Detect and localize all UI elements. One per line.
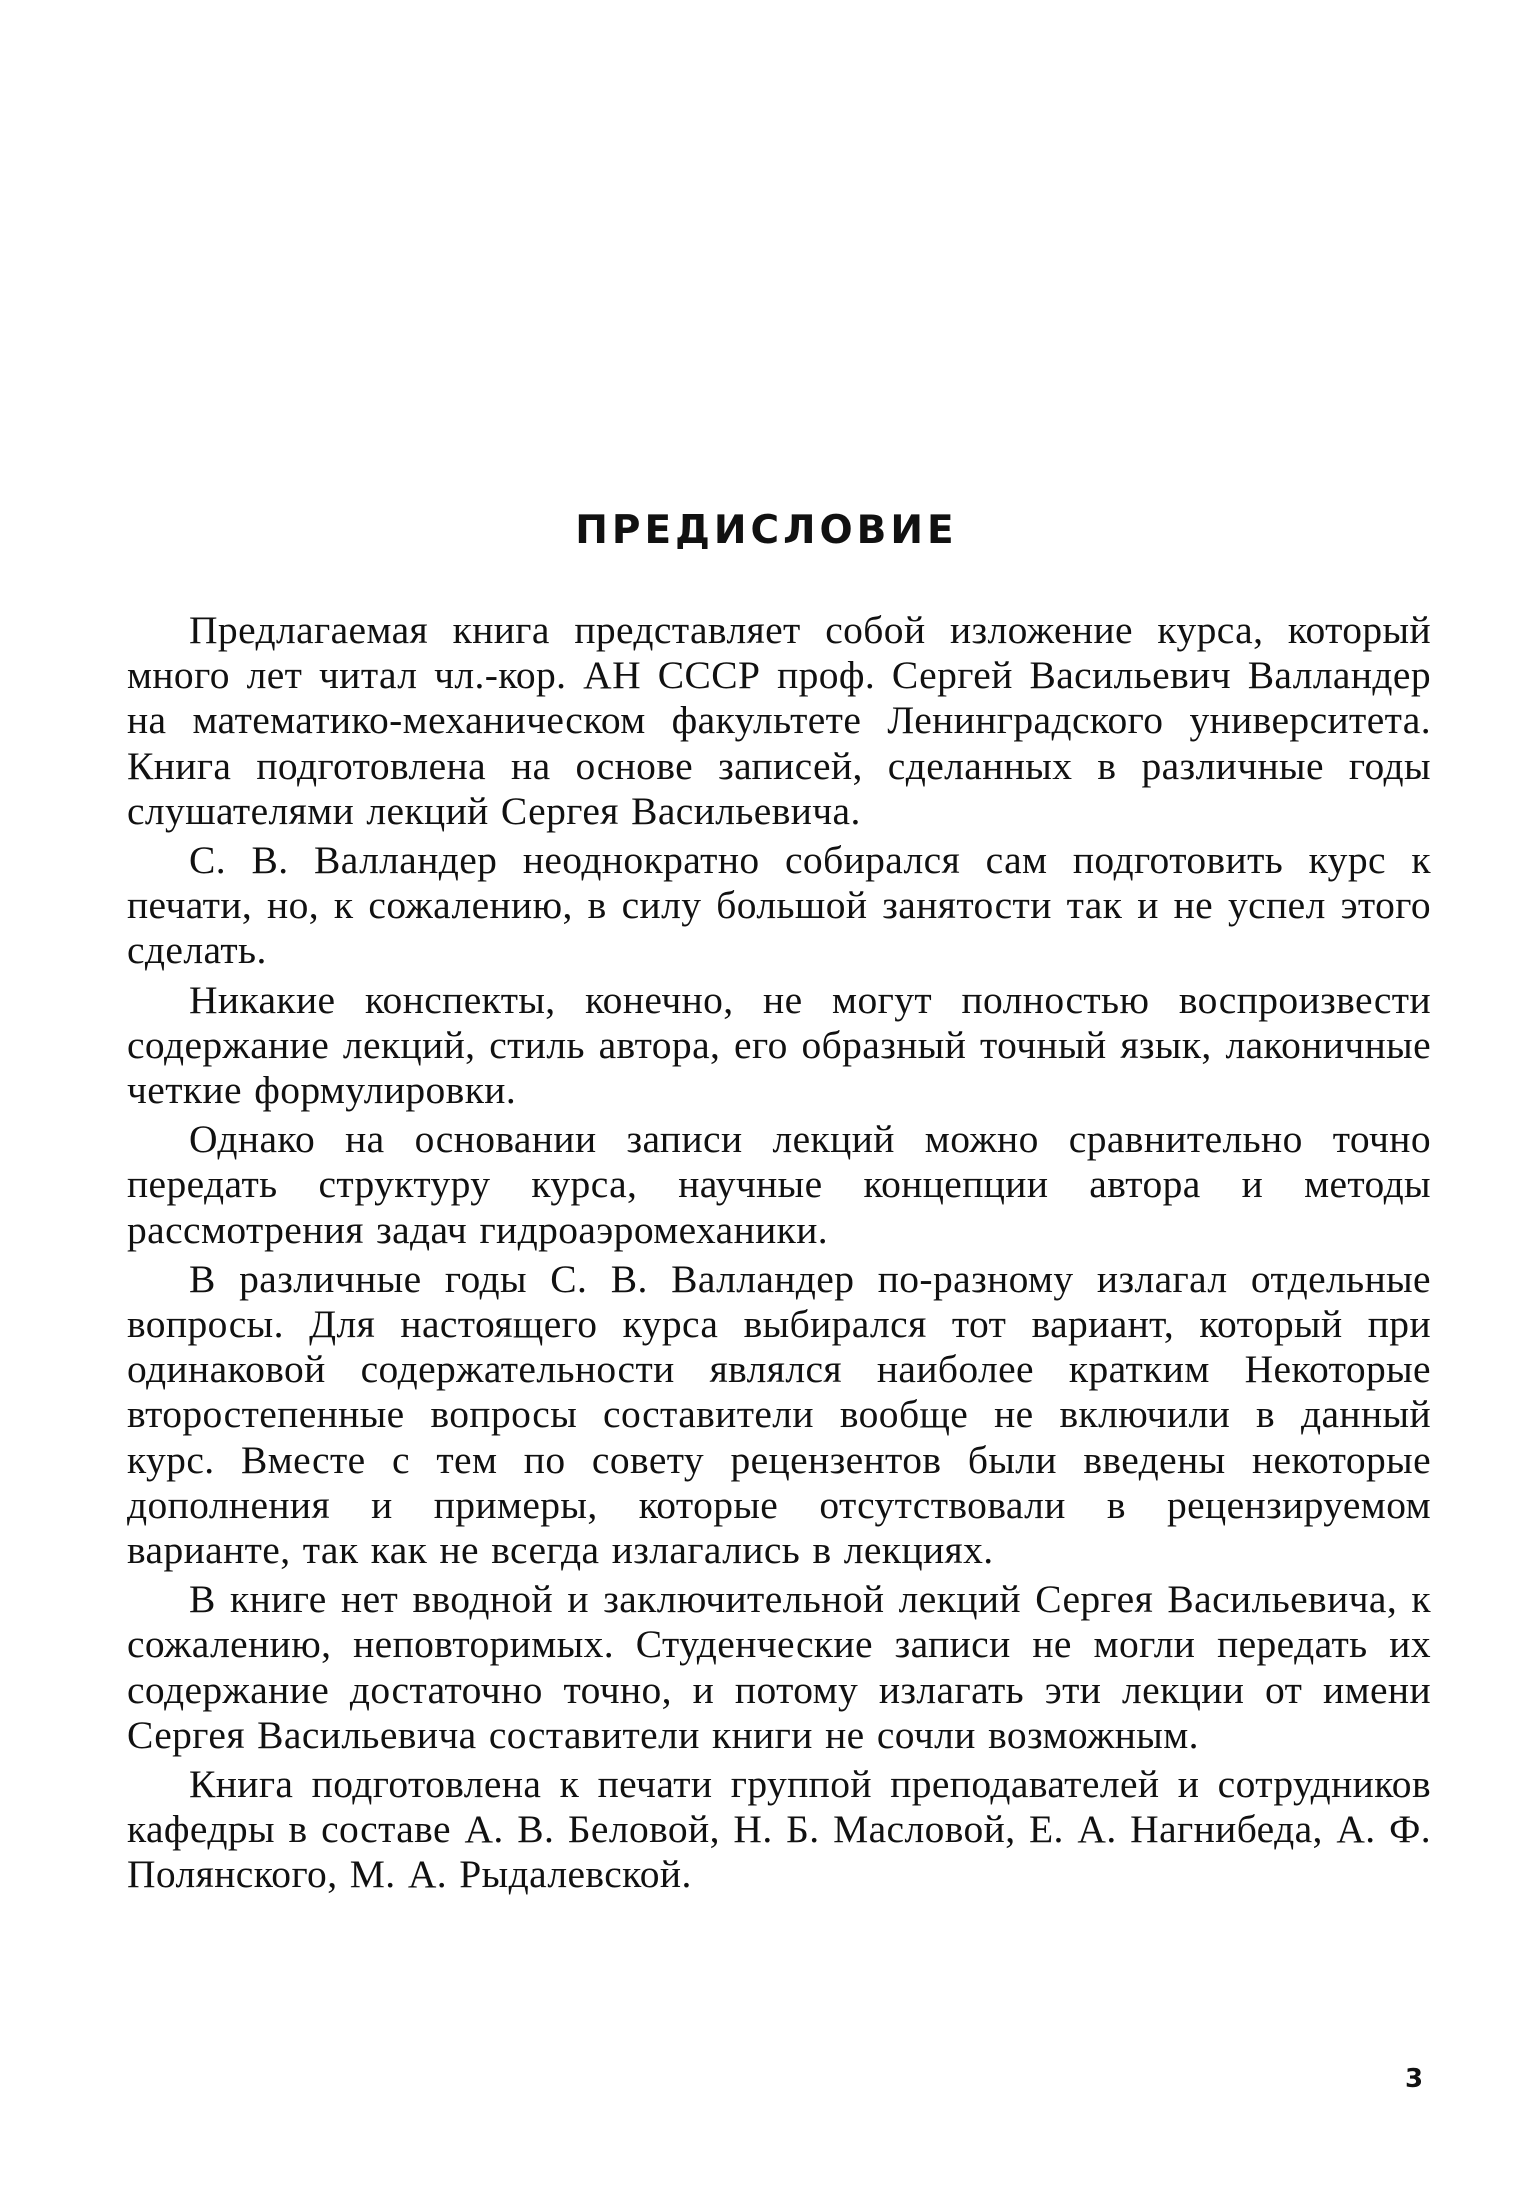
page-title: ПРЕДИСЛОВИЕ [575, 508, 958, 553]
paragraph: Никакие конспекты, конечно, не могут полностью воспроизвести содержание лекций, стиль автора, его образный точный язык, лаконичные четкие формулировки. [127, 977, 1431, 1113]
page-number: 3 [1405, 2064, 1424, 2094]
paragraph: В книге нет вводной и заключительной лекций Сергея Васильевича, к сожалению, неповторимых. Студенческие записи не могли передать их содержание достаточно точно, и потому излагать эти лекции от имени Сергея Васильевича составители книги не сочли возможным. [127, 1577, 1431, 1757]
paragraph: Предлагаемая книга представляет собой изложение курса, который много лет читал чл.-кор. АН СССР проф. Сергей Васильевич Валландер на математико-механическом факультете Ленинградского университета. Книга подготовлена на основе записей, сделанных в различные годы слушателями лекций Сергея Васильевича. [127, 608, 1431, 833]
preface-body [127, 608, 1431, 1902]
paragraph: С. В. Валландер неоднократно собирался сам подготовить курс к печати, но, к сожалению, в силу большой занятости так и не успел этого сделать. [127, 838, 1431, 973]
paragraph: В различные годы С. В. Валландер по-разному излагал отдельные вопросы. Для настоящего курса выбирался тот вариант, который при одинаковой содержательности являлся наиболее кратким Некоторые второстепенные вопросы составители вообще не включили в данный курс. Вместе с тем по совету рецензентов были введены некоторые дополнения и примеры, которые отсутствовали в рецензируемом варианте, так как не всегда излагались в лекциях. [127, 1256, 1431, 1573]
paragraph: Однако на основании записи лекций можно сравнительно точно передать структуру курса, научные концепции автора и методы рассмотрения задач гидроаэромеханики. [127, 1117, 1431, 1252]
paragraph: Книга подготовлена к печати группой преподавателей и сотрудников кафедры в составе А. В. Беловой, Н. Б. Масловой, Е. А. Нагнибеда, А. Ф. Полянского, М. А. Рыдалевской. [127, 1762, 1431, 1897]
